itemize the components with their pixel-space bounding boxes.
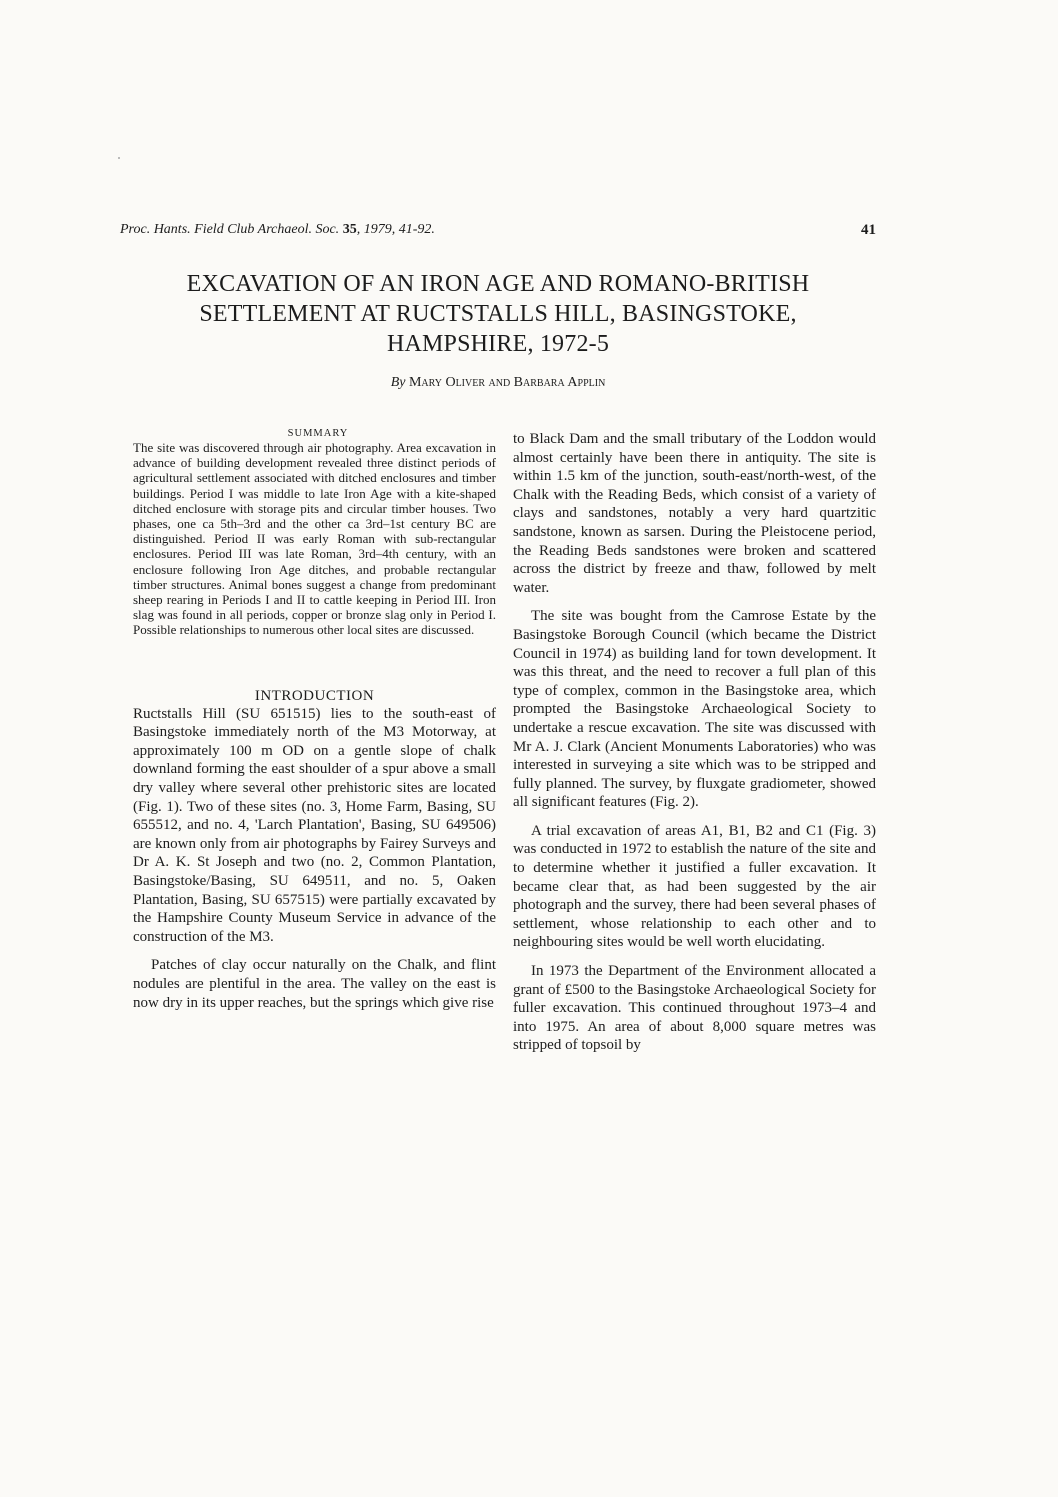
authors: Mary Oliver and Barbara Applin: [408, 375, 606, 390]
left-column: [133, 428, 496, 1012]
intro-paragraph: Ructstalls Hill (SU 651515) lies to the south-east of Basingstoke immediately north of the M3 Motorway, at approximately 100 m OD on a gentle slope of chalk downland forming the east shoulder of a spur above a small dry valley where several other prehistoric sites are located (Fig. 1). Two of these sites (no. 3, Home Farm, Basing, SU 655512, and no. 4, 'Larch Plantation', Basing, SU 649506) are known only from air photographs by Fairey Surveys and Dr A. K. St Joseph and two (no. 2, Common Plantation, Basingstoke/Basing, SU 649511, and no. 5, Oaken Plantation, Basing, SU 657515) were partially excavated by the Hampshire County Museum Service in advance of the construction of the M3.: [133, 705, 496, 945]
article-title: [120, 269, 876, 359]
title-line: EXCAVATION OF AN IRON AGE AND ROMANO-BRITISH: [186, 271, 810, 297]
title-line: SETTLEMENT AT RUCTSTALLS HILL, BASINGSTOKE,: [199, 301, 797, 327]
intro-paragraph: The site was bought from the Camrose Estate by the Basingstoke Borough Council (which became the District Council in 1974) as building land for town development. It was this threat, and the need to recover a full plan of this type of complex, common in the Basingstoke area, which prompted the Basingstoke Archaeological Society to undertake a rescue excavation. The site was discussed with Mr A. J. Clark (Ancient Monuments Laboratories) who was interested in surveying a site which was to be stripped and fully planned. The survey, by fluxgate gradiometer, showed all significant features (Fig. 2).: [513, 608, 876, 811]
journal-citation: Proc. Hants. Field Club Archaeol. Soc. 35, 1979, 41-92.: [120, 222, 435, 237]
byline-by: By: [390, 375, 406, 390]
intro-paragraph: In 1973 the Department of the Environment allocated a grant of £500 to the Basingstoke Archaeological Society for fuller excavation. This continued throughout 1973–4 and into 1975. An area of about 8,000 square metres was stripped of topsoil by: [513, 963, 876, 1054]
intro-paragraph-continued: to Black Dam and the small tributary of the Loddon would almost certainly have been there in antiquity. The site is within 1.5 km of the junction, south-east/north-west, of the Chalk with the Reading Beds, which consist of a variety of clays and sandstones, notably a very hard quartzitic sandstone, known as sarsen. During the Pleistocene period, the Reading Beds sandstones were broken and scattered across the district by freeze and thaw, followed by melt water.: [513, 431, 876, 596]
introduction-heading: INTRODUCTION: [254, 687, 375, 704]
intro-paragraph: A trial excavation of areas A1, B1, B2 and C1 (Fig. 3) was conducted in 1972 to establish the nature of the site and to determine whether it justified a fuller excavation. It became clear that, as had been suggested by the air photograph and the survey, there had been several phases of settlement, whose relationship to each other and to neighbouring sites would be well worth elucidating.: [513, 822, 876, 951]
running-head: [120, 222, 876, 242]
scan-speck: [118, 157, 120, 159]
right-column: [513, 430, 876, 1055]
title-line: HAMPSHIRE, 1972-5: [386, 331, 610, 357]
summary-heading: SUMMARY: [287, 428, 349, 439]
summary-text: The site was discovered through air photography. Area excavation in advance of building development revealed three distinct periods of agricultural settlement associated with ditched enclosures and timber buildings. Period I was middle to late Iron Age with a kite-shaped ditched enclosure with storage pits and circular timber houses. Two phases, one ca 5th–3rd and the other ca 3rd–1st century BC are distinguished. Period II was early Roman with sub-rectangular enclosures. Period III was late Roman, 3rd–4th century, with an enclosure following Iron Age ditches, and probable rectangular timber structures. Animal bones suggest a change from predominant sheep rearing in Periods I and II to cattle keeping in Period III. Iron slag was found in all periods, copper or bronze slag only in Period I. Possible relationships to numerous other local sites are discussed.: [133, 440, 496, 638]
byline: [120, 375, 876, 391]
page-number: 41: [861, 222, 876, 238]
intro-paragraph: Patches of clay occur naturally on the Chalk, and flint nodules are plentiful in the area. The valley on the east is now dry in its upper reaches, but the springs which give rise: [133, 957, 496, 1011]
